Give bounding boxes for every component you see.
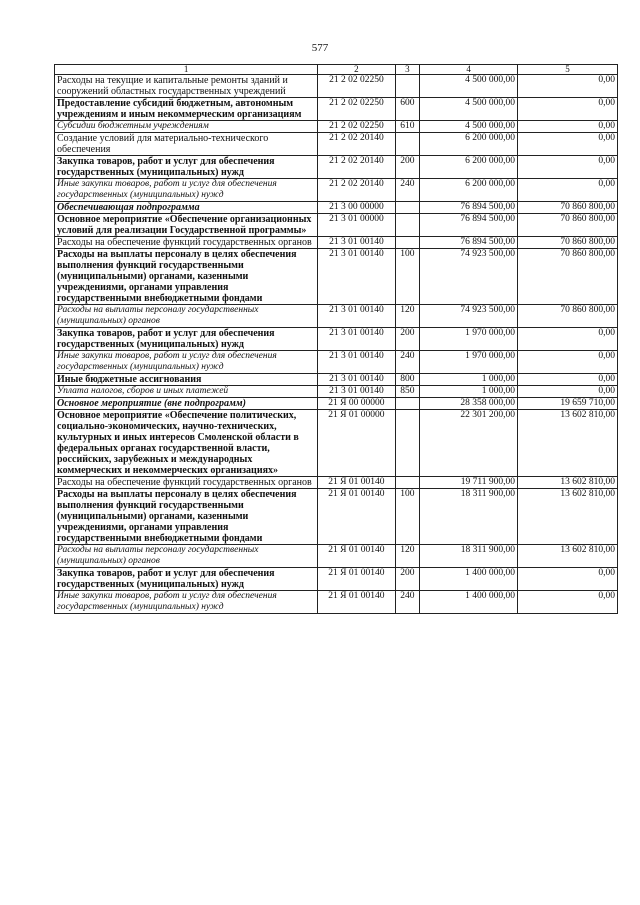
row-amount-col5: 0,00 bbox=[518, 591, 618, 614]
row-name: Основное мероприятие (вне подпрограмм) bbox=[55, 398, 318, 410]
row-amount-col4: 1 400 000,00 bbox=[420, 568, 518, 591]
header-col-1: 1 bbox=[55, 65, 318, 75]
page-number: 577 bbox=[311, 42, 329, 54]
row-amount-col5: 0,00 bbox=[518, 568, 618, 591]
row-expense-type: 100 bbox=[395, 489, 419, 545]
row-expense-type: 240 bbox=[395, 351, 419, 374]
row-name: Основное мероприятие «Обеспечение политических, социально-экономических, научно-технических, культурных и иных интересов Смоленской области в федеральных органах государственной власти, российских, зарубежных и международных коммерческих и некоммерческих организациях» bbox=[55, 410, 318, 477]
table-row bbox=[55, 386, 618, 398]
row-amount-col4: 74 923 500,00 bbox=[420, 305, 518, 328]
table-row bbox=[55, 214, 618, 237]
row-code: 21 3 01 00140 bbox=[318, 237, 396, 249]
row-expense-type bbox=[395, 202, 419, 214]
budget-table bbox=[54, 64, 618, 614]
row-amount-col5: 70 860 800,00 bbox=[518, 305, 618, 328]
row-amount-col4: 4 500 000,00 bbox=[420, 121, 518, 133]
row-code: 21 3 01 00140 bbox=[318, 351, 396, 374]
row-amount-col5: 0,00 bbox=[518, 75, 618, 98]
table-row bbox=[55, 351, 618, 374]
table-row bbox=[55, 489, 618, 545]
row-amount-col5: 0,00 bbox=[518, 133, 618, 156]
row-amount-col5: 70 860 800,00 bbox=[518, 249, 618, 305]
row-code: 21 2 02 20140 bbox=[318, 156, 396, 179]
row-name: Создание условий для материально-технического обеспечения bbox=[55, 133, 318, 156]
row-amount-col4: 6 200 000,00 bbox=[420, 156, 518, 179]
row-name: Закупка товаров, работ и услуг для обеспечения государственных (муниципальных) нужд bbox=[55, 568, 318, 591]
table-row bbox=[55, 202, 618, 214]
row-expense-type: 800 bbox=[395, 374, 419, 386]
row-expense-type: 850 bbox=[395, 386, 419, 398]
row-code: 21 3 00 00000 bbox=[318, 202, 396, 214]
table-row bbox=[55, 374, 618, 386]
row-amount-col5: 0,00 bbox=[518, 351, 618, 374]
row-amount-col4: 1 970 000,00 bbox=[420, 351, 518, 374]
header-col-2: 2 bbox=[318, 65, 396, 75]
table-row bbox=[55, 249, 618, 305]
table-row bbox=[55, 75, 618, 98]
row-name: Иные закупки товаров, работ и услуг для обеспечения государственных (муниципальных) нужд bbox=[55, 179, 318, 202]
row-code: 21 Я 01 00140 bbox=[318, 489, 396, 545]
row-name: Предоставление субсидий бюджетным, автономным учреждениям и иным некоммерческим организациям bbox=[55, 98, 318, 121]
row-amount-col4: 1 000,00 bbox=[420, 374, 518, 386]
row-expense-type: 240 bbox=[395, 591, 419, 614]
row-amount-col5: 0,00 bbox=[518, 374, 618, 386]
row-expense-type: 600 bbox=[395, 98, 419, 121]
table-row bbox=[55, 328, 618, 351]
row-name: Расходы на обеспечение функций государственных органов bbox=[55, 237, 318, 249]
table-row bbox=[55, 133, 618, 156]
row-code: 21 3 01 00140 bbox=[318, 386, 396, 398]
row-expense-type bbox=[395, 133, 419, 156]
row-amount-col5: 13 602 810,00 bbox=[518, 477, 618, 489]
header-col-4: 4 bbox=[420, 65, 518, 75]
row-amount-col5: 0,00 bbox=[518, 179, 618, 202]
row-code: 21 3 01 00140 bbox=[318, 249, 396, 305]
row-name: Расходы на выплаты персоналу в целях обеспечения выполнения функций государственными (муниципальными) органами, казенными учреждениями, органами управления государственными внебюджетными фондами bbox=[55, 249, 318, 305]
row-code: 21 3 01 00140 bbox=[318, 328, 396, 351]
row-name: Расходы на выплаты персоналу в целях обеспечения выполнения функций государственными (муниципальными) органами, казенными учреждениями, органами управления государственными внебюджетными фондами bbox=[55, 489, 318, 545]
table-row bbox=[55, 591, 618, 614]
row-amount-col4: 74 923 500,00 bbox=[420, 249, 518, 305]
row-code: 21 Я 01 00000 bbox=[318, 410, 396, 477]
header-col-3: 3 bbox=[395, 65, 419, 75]
row-amount-col4: 19 711 900,00 bbox=[420, 477, 518, 489]
row-expense-type: 610 bbox=[395, 121, 419, 133]
row-amount-col4: 4 500 000,00 bbox=[420, 98, 518, 121]
row-amount-col5: 70 860 800,00 bbox=[518, 214, 618, 237]
row-code: 21 3 01 00140 bbox=[318, 374, 396, 386]
row-expense-type bbox=[395, 410, 419, 477]
row-amount-col5: 13 602 810,00 bbox=[518, 489, 618, 545]
row-amount-col4: 6 200 000,00 bbox=[420, 179, 518, 202]
row-code: 21 2 02 02250 bbox=[318, 98, 396, 121]
row-expense-type: 100 bbox=[395, 249, 419, 305]
table-row bbox=[55, 410, 618, 477]
row-expense-type: 200 bbox=[395, 328, 419, 351]
row-expense-type bbox=[395, 477, 419, 489]
row-name: Расходы на обеспечение функций государственных органов bbox=[55, 477, 318, 489]
row-amount-col5: 19 659 710,00 bbox=[518, 398, 618, 410]
row-name: Закупка товаров, работ и услуг для обеспечения государственных (муниципальных) нужд bbox=[55, 328, 318, 351]
table-row bbox=[55, 477, 618, 489]
row-amount-col5: 0,00 bbox=[518, 156, 618, 179]
row-code: 21 Я 01 00140 bbox=[318, 568, 396, 591]
row-name: Расходы на выплаты персоналу государственных (муниципальных) органов bbox=[55, 305, 318, 328]
row-code: 21 Я 01 00140 bbox=[318, 591, 396, 614]
row-amount-col5: 13 602 810,00 bbox=[518, 545, 618, 568]
row-expense-type: 200 bbox=[395, 156, 419, 179]
row-expense-type: 200 bbox=[395, 568, 419, 591]
row-code: 21 2 02 20140 bbox=[318, 179, 396, 202]
row-amount-col4: 76 894 500,00 bbox=[420, 214, 518, 237]
row-amount-col5: 0,00 bbox=[518, 328, 618, 351]
header-row bbox=[55, 65, 618, 75]
row-code: 21 Я 00 00000 bbox=[318, 398, 396, 410]
row-name: Основное мероприятие «Обеспечение организационных условий для реализации Государственной программы» bbox=[55, 214, 318, 237]
row-amount-col5: 70 860 800,00 bbox=[518, 237, 618, 249]
row-amount-col4: 1 000,00 bbox=[420, 386, 518, 398]
row-amount-col4: 76 894 500,00 bbox=[420, 237, 518, 249]
row-name: Субсидии бюджетным учреждениям bbox=[55, 121, 318, 133]
row-expense-type: 240 bbox=[395, 179, 419, 202]
row-amount-col5: 0,00 bbox=[518, 98, 618, 121]
row-code: 21 2 02 20140 bbox=[318, 133, 396, 156]
row-expense-type bbox=[395, 237, 419, 249]
row-name: Расходы на текущие и капитальные ремонты зданий и сооружений областных государственных учреждений bbox=[55, 75, 318, 98]
row-amount-col4: 18 311 900,00 bbox=[420, 489, 518, 545]
row-amount-col5: 0,00 bbox=[518, 121, 618, 133]
row-name: Расходы на выплаты персоналу государственных (муниципальных) органов bbox=[55, 545, 318, 568]
table-row bbox=[55, 156, 618, 179]
row-code: 21 Я 01 00140 bbox=[318, 477, 396, 489]
row-code: 21 3 01 00140 bbox=[318, 305, 396, 328]
table-row bbox=[55, 179, 618, 202]
row-code: 21 2 02 02250 bbox=[318, 121, 396, 133]
row-amount-col5: 70 860 800,00 bbox=[518, 202, 618, 214]
row-name: Обеспечивающая подпрограмма bbox=[55, 202, 318, 214]
table-body bbox=[55, 75, 618, 614]
header-col-5: 5 bbox=[518, 65, 618, 75]
table-row bbox=[55, 237, 618, 249]
table-row bbox=[55, 398, 618, 410]
row-name: Закупка товаров, работ и услуг для обеспечения государственных (муниципальных) нужд bbox=[55, 156, 318, 179]
row-expense-type bbox=[395, 214, 419, 237]
row-code: 21 3 01 00000 bbox=[318, 214, 396, 237]
row-name: Иные бюджетные ассигнования bbox=[55, 374, 318, 386]
row-amount-col5: 0,00 bbox=[518, 386, 618, 398]
table-row bbox=[55, 305, 618, 328]
row-name: Иные закупки товаров, работ и услуг для обеспечения государственных (муниципальных) нужд bbox=[55, 351, 318, 374]
row-amount-col4: 76 894 500,00 bbox=[420, 202, 518, 214]
row-amount-col4: 6 200 000,00 bbox=[420, 133, 518, 156]
row-amount-col4: 1 970 000,00 bbox=[420, 328, 518, 351]
row-expense-type: 120 bbox=[395, 545, 419, 568]
table-row bbox=[55, 98, 618, 121]
row-amount-col4: 18 311 900,00 bbox=[420, 545, 518, 568]
row-expense-type: 120 bbox=[395, 305, 419, 328]
row-amount-col4: 4 500 000,00 bbox=[420, 75, 518, 98]
row-amount-col5: 13 602 810,00 bbox=[518, 410, 618, 477]
row-name: Иные закупки товаров, работ и услуг для обеспечения государственных (муниципальных) нужд bbox=[55, 591, 318, 614]
row-amount-col4: 22 301 200,00 bbox=[420, 410, 518, 477]
row-code: 21 Я 01 00140 bbox=[318, 545, 396, 568]
table-row bbox=[55, 545, 618, 568]
row-expense-type bbox=[395, 75, 419, 98]
row-name: Уплата налогов, сборов и иных платежей bbox=[55, 386, 318, 398]
row-expense-type bbox=[395, 398, 419, 410]
table-row bbox=[55, 568, 618, 591]
table-row bbox=[55, 121, 618, 133]
row-amount-col4: 1 400 000,00 bbox=[420, 591, 518, 614]
row-code: 21 2 02 02250 bbox=[318, 75, 396, 98]
row-amount-col4: 28 358 000,00 bbox=[420, 398, 518, 410]
